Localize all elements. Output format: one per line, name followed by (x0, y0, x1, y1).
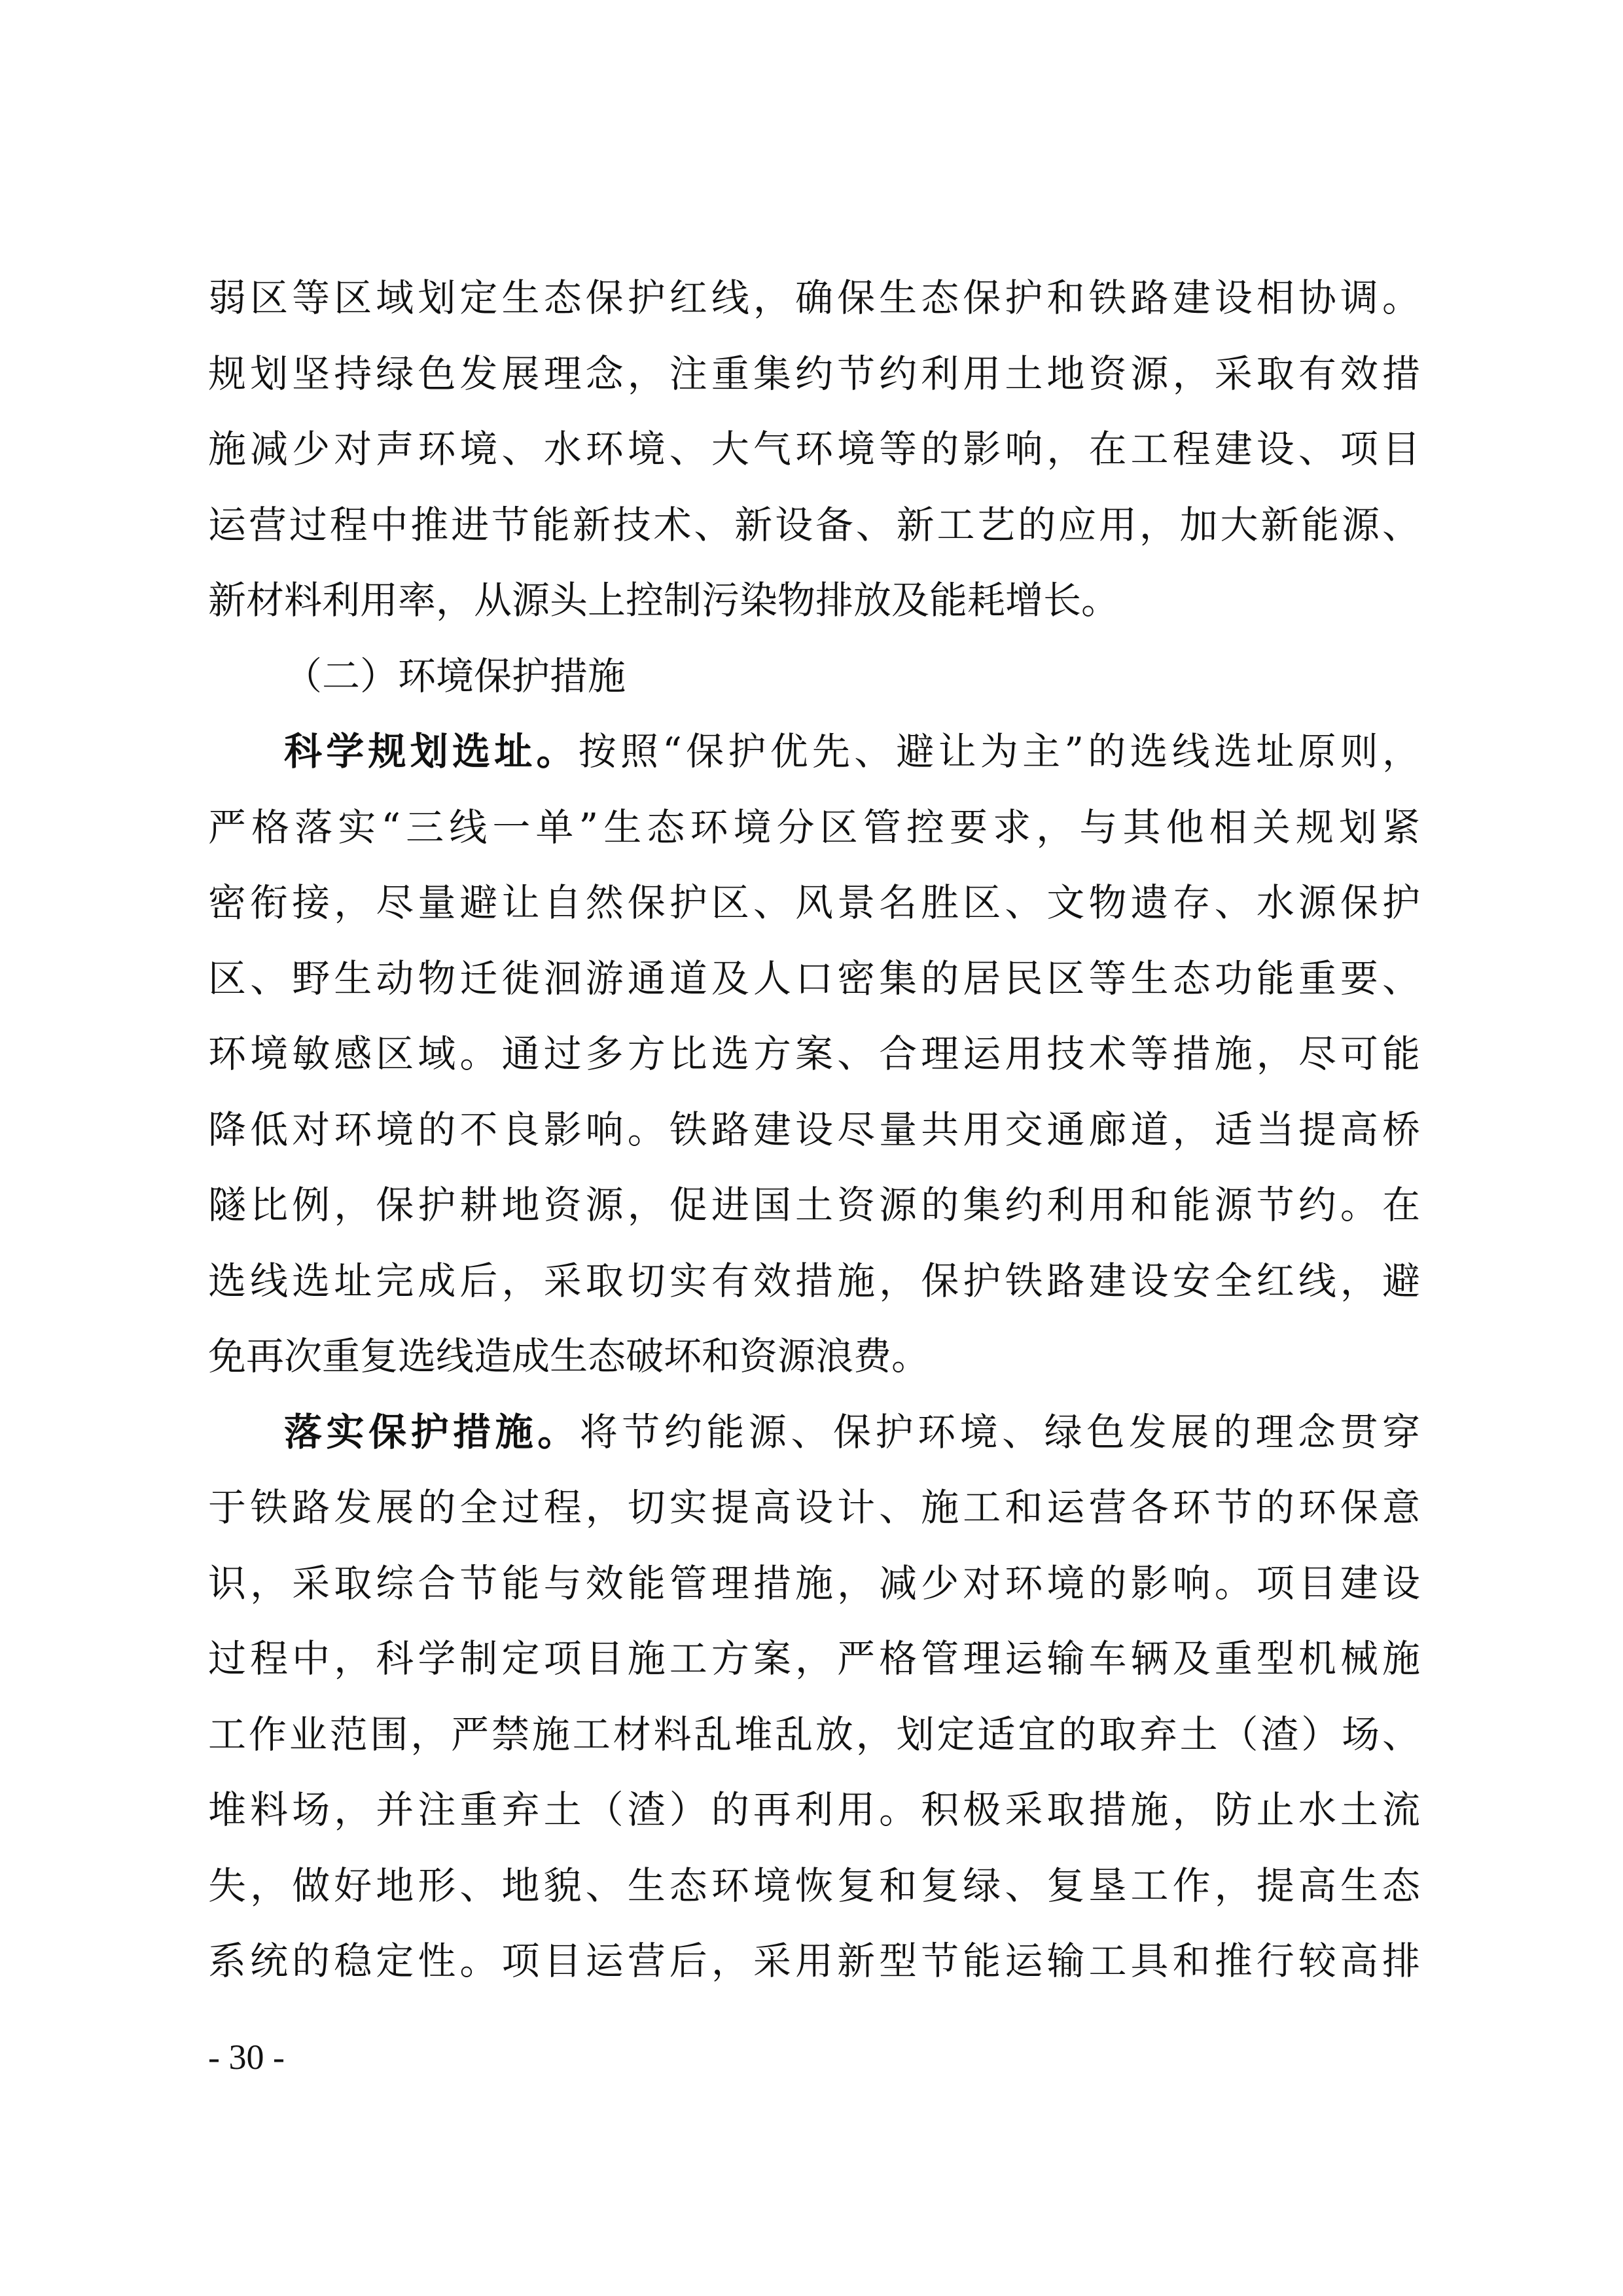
text-line: 降低对环境的不良影响。铁路建设尽量共用交通廊道，适当提高桥 (208, 1107, 1420, 1152)
text-line: 隧比例，保护耕地资源，促进国土资源的集约利用和能源节约。在 (208, 1183, 1420, 1227)
text-line: 工作业范围，严禁施工材料乱堆乱放，划定适宜的取弃土（渣）场、 (208, 1712, 1420, 1757)
text-line: 区、野生动物迁徙洄游通道及人口密集的居民区等生态功能重要、 (208, 956, 1420, 1001)
text-line: 运营过程中推进节能新技术、新设备、新工艺的应用，加大新能源、 (208, 502, 1420, 547)
text-line: 过程中，科学制定项目施工方案，严格管理运输车辆及重型机械施 (208, 1636, 1420, 1681)
document-body (208, 260, 1420, 2000)
text-line: 选线选址完成后，采取切实有效措施，保护铁路建设安全红线，避 (208, 1258, 1420, 1303)
paragraph-text: 将节约能源、保护环境、绿色发展的理念贯穿 (579, 1409, 1420, 1454)
text-line: 新材料利用率，从源头上控制污染物排放及能耗增长。 (208, 578, 1120, 622)
paragraph-text: 按照“保护优先、避让为主”的选线选址原则， (578, 729, 1420, 774)
section-heading: （二）环境保护措施 (284, 653, 626, 698)
text-line: 施减少对声环境、水环境、大气环境等的影响，在工程建设、项目 (208, 427, 1420, 471)
text-line: 识，采取综合节能与效能管理措施，减少对环境的影响。项目建设 (208, 1560, 1420, 1605)
text-line: 于铁路发展的全过程，切实提高设计、施工和运营各环节的环保意 (208, 1485, 1420, 1530)
paragraph-first-line (208, 714, 1420, 790)
text-line: 堆料场，并注重弃土（渣）的再利用。积极采取措施，防止水土流 (208, 1787, 1420, 1832)
paragraph-first-line (208, 1395, 1420, 1471)
text-line: 失，做好地形、地貌、生态环境恢复和复绿、复垦工作，提高生态 (208, 1863, 1420, 1908)
text-line: 系统的稳定性。项目运营后，采用新型节能运输工具和推行较高排 (208, 1939, 1420, 1983)
text-line: 环境敏感区域。通过多方比选方案、合理运用技术等措施，尽可能 (208, 1031, 1420, 1076)
text-line: 规划坚持绿色发展理念，注重集约节约利用土地资源，采取有效措 (208, 351, 1420, 396)
paragraph-lead: 落实保护措施。 (284, 1409, 580, 1454)
text-line: 弱区等区域划定生态保护红线，确保生态保护和铁路建设相协调。 (208, 276, 1420, 320)
text-line: 严格落实“三线一单”生态环境分区管控要求，与其他相关规划紧 (208, 804, 1420, 850)
page-number: - 30 - (208, 2037, 285, 2077)
text-line: 密衔接，尽量避让自然保护区、风景名胜区、文物遗存、水源保护 (208, 880, 1420, 925)
paragraph-lead: 科学规划选址。 (284, 729, 579, 774)
text-line: 免再次重复选线造成生态破坏和资源浪费。 (208, 1334, 930, 1378)
